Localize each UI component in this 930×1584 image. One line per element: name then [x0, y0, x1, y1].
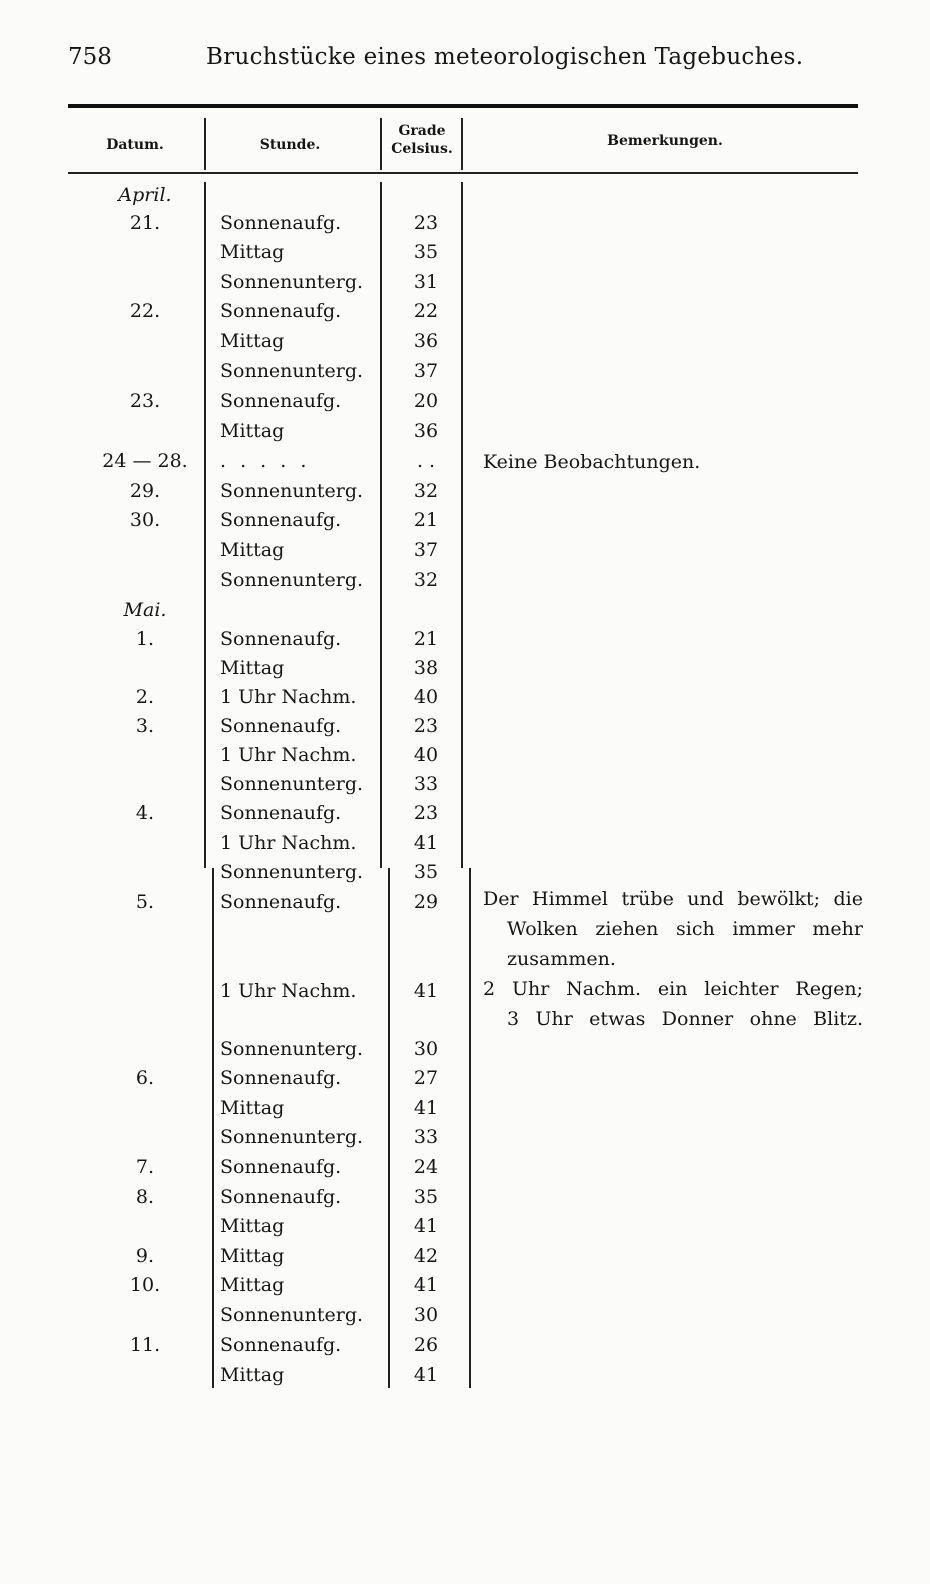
hour-cell: 1 Uhr Nachm.	[220, 980, 357, 1002]
date-cell: 9.	[135, 1245, 155, 1267]
date-cell: 4.	[135, 802, 155, 824]
date-cell: 8.	[135, 1186, 155, 1208]
header-grade	[384, 122, 460, 158]
hour-cell: Mittag	[220, 1097, 285, 1119]
remark-line: Wolken ziehen sich immer mehr	[507, 918, 863, 940]
remark-keine-beobachtungen	[483, 447, 863, 477]
hour-cell: Sonnenaufg.	[220, 1186, 342, 1208]
table-row	[0, 802, 930, 831]
hour-cell: Sonnenaufg.	[220, 628, 342, 650]
hour-cell: Sonnenaufg.	[220, 715, 342, 737]
hour-cell: Mittag	[220, 1245, 285, 1267]
date-cell: 5.	[135, 891, 155, 913]
temperature-cell: 40	[413, 686, 439, 708]
temperature-cell: 22	[413, 300, 439, 322]
remark-may5-afternoon	[483, 974, 863, 1034]
remark-line: 2 Uhr Nachm. ein leichter Regen;	[483, 978, 863, 1000]
date-cell: 30.	[129, 509, 161, 531]
temperature-cell: 41	[413, 1215, 439, 1237]
temperature-cell: 21	[413, 628, 439, 650]
temperature-cell: 37	[413, 360, 439, 382]
table-row	[0, 509, 930, 538]
temperature-cell: 31	[413, 271, 439, 293]
temperature-cell: 26	[413, 1334, 439, 1356]
temperature-cell: 23	[413, 212, 439, 234]
temperature-cell: 37	[413, 539, 439, 561]
temperature-cell: 35	[413, 1186, 439, 1208]
hour-cell: Sonnenunterg.	[220, 861, 364, 883]
date-cell: 21.	[129, 212, 161, 234]
hour-cell: Mittag	[220, 330, 285, 352]
date-cell: 3.	[135, 715, 155, 737]
temperature-cell: 36	[413, 420, 439, 442]
table-row	[0, 184, 930, 213]
date-cell: 22.	[129, 300, 161, 322]
hour-cell: Sonnenunterg.	[220, 360, 364, 382]
table-row	[0, 715, 930, 744]
hour-cell: Sonnenunterg.	[220, 1126, 364, 1148]
header-rule	[68, 172, 858, 174]
table-row	[0, 330, 930, 359]
table-row	[0, 1067, 930, 1096]
temperature-cell: 23	[413, 802, 439, 824]
temperature-cell: 32	[413, 480, 439, 502]
date-cell: 7.	[135, 1156, 155, 1178]
temperature-cell: 30	[413, 1304, 439, 1326]
header-bemerkungen: Bemerkungen.	[607, 133, 723, 149]
hour-cell: Sonnenaufg.	[220, 509, 342, 531]
remark-may5-sunrise	[483, 884, 863, 974]
temperature-cell: 29	[413, 891, 439, 913]
table-row	[0, 360, 930, 389]
temperature-cell: 23	[413, 715, 439, 737]
table-row	[0, 1274, 930, 1303]
table-row	[0, 686, 930, 715]
temperature-cell: 41	[413, 832, 439, 854]
date-cell: 10.	[129, 1274, 161, 1296]
hour-cell: 1 Uhr Nachm.	[220, 686, 357, 708]
top-rule	[68, 104, 858, 108]
temperature-cell: . .	[416, 450, 436, 472]
date-cell: 29.	[129, 480, 161, 502]
date-cell: 1.	[135, 628, 155, 650]
month-label: Mai.	[123, 599, 167, 621]
temperature-cell: 33	[413, 1126, 439, 1148]
hour-cell: Sonnenaufg.	[220, 212, 342, 234]
hour-cell: Mittag	[220, 1364, 285, 1386]
table-row	[0, 300, 930, 329]
date-cell: 6.	[135, 1067, 155, 1089]
remark-line: 3 Uhr etwas Donner ohne Blitz.	[507, 1008, 863, 1030]
table-row	[0, 628, 930, 657]
table-row	[0, 1097, 930, 1126]
header-datum: Datum.	[106, 137, 164, 153]
hour-cell: Mittag	[220, 1215, 285, 1237]
date-cell: 24 — 28.	[102, 450, 188, 472]
temperature-cell: 21	[413, 509, 439, 531]
hour-cell: . . . . .	[220, 450, 311, 472]
temperature-cell: 20	[413, 390, 439, 412]
temperature-cell: 41	[413, 1274, 439, 1296]
column-divider-stunde	[380, 118, 382, 170]
hour-cell: Sonnenaufg.	[220, 802, 342, 824]
temperature-cell: 41	[413, 980, 439, 1002]
table-row	[0, 773, 930, 802]
table-row	[0, 1126, 930, 1155]
temperature-cell: 35	[413, 241, 439, 263]
hour-cell: Sonnenaufg.	[220, 300, 342, 322]
table-row	[0, 420, 930, 449]
hour-cell: Sonnenunterg.	[220, 773, 364, 795]
page-number: 758	[68, 44, 112, 70]
table-row	[0, 832, 930, 861]
table-row	[0, 539, 930, 568]
hour-cell: Sonnenunterg.	[220, 1304, 364, 1326]
temperature-cell: 30	[413, 1038, 439, 1060]
hour-cell: Mittag	[220, 420, 285, 442]
hour-cell: Sonnenaufg.	[220, 1334, 342, 1356]
temperature-cell: 40	[413, 744, 439, 766]
temperature-cell: 41	[413, 1097, 439, 1119]
table-row	[0, 271, 930, 300]
table-row	[0, 1186, 930, 1215]
hour-cell: Mittag	[220, 539, 285, 561]
remark-line: Der Himmel trübe und bewölkt; die	[483, 888, 863, 910]
table-row	[0, 390, 930, 419]
hour-cell: 1 Uhr Nachm.	[220, 832, 357, 854]
temperature-cell: 27	[413, 1067, 439, 1089]
table-row	[0, 241, 930, 270]
table-row	[0, 1156, 930, 1185]
temperature-cell: 33	[413, 773, 439, 795]
temperature-cell: 36	[413, 330, 439, 352]
header-grade-line1: Grade	[398, 123, 446, 139]
temperature-cell: 42	[413, 1245, 439, 1267]
page-header	[68, 44, 858, 84]
table-row	[0, 569, 930, 598]
column-divider-datum	[204, 118, 206, 170]
hour-cell: Sonnenaufg.	[220, 891, 342, 913]
date-cell: 2.	[135, 686, 155, 708]
month-label: April.	[118, 184, 172, 206]
header-grade-line2: Celsius.	[391, 141, 453, 157]
hour-cell: Sonnenaufg.	[220, 390, 342, 412]
temperature-cell: 38	[413, 657, 439, 679]
table-row	[0, 212, 930, 241]
table-row	[0, 1215, 930, 1244]
table-row	[0, 1304, 930, 1333]
table-row	[0, 480, 930, 509]
hour-cell: Mittag	[220, 657, 285, 679]
date-cell: 11.	[129, 1334, 161, 1356]
hour-cell: Sonnenunterg.	[220, 1038, 364, 1060]
table-row	[0, 1334, 930, 1363]
hour-cell: Mittag	[220, 241, 285, 263]
hour-cell: 1 Uhr Nachm.	[220, 744, 357, 766]
running-title: Bruchstücke eines meteorologischen Tagebuches.	[206, 44, 804, 70]
date-cell: 23.	[129, 390, 161, 412]
table-row	[0, 1245, 930, 1274]
temperature-cell: 32	[413, 569, 439, 591]
header-stunde: Stunde.	[259, 137, 321, 153]
hour-cell: Sonnenunterg.	[220, 480, 364, 502]
table-row	[0, 744, 930, 773]
remark-line: zusammen.	[507, 948, 616, 970]
hour-cell: Sonnenaufg.	[220, 1067, 342, 1089]
table-row	[0, 599, 930, 628]
temperature-cell: 35	[413, 861, 439, 883]
hour-cell: Sonnenunterg.	[220, 569, 364, 591]
temperature-cell: 41	[413, 1364, 439, 1386]
temperature-cell: 24	[413, 1156, 439, 1178]
remark-line: Keine Beobachtungen.	[483, 451, 701, 473]
hour-cell: Mittag	[220, 1274, 285, 1296]
hour-cell: Sonnenaufg.	[220, 1156, 342, 1178]
table-row	[0, 657, 930, 686]
hour-cell: Sonnenunterg.	[220, 271, 364, 293]
column-divider-grade	[461, 118, 463, 170]
table-row	[0, 1038, 930, 1067]
table-row	[0, 1364, 930, 1393]
